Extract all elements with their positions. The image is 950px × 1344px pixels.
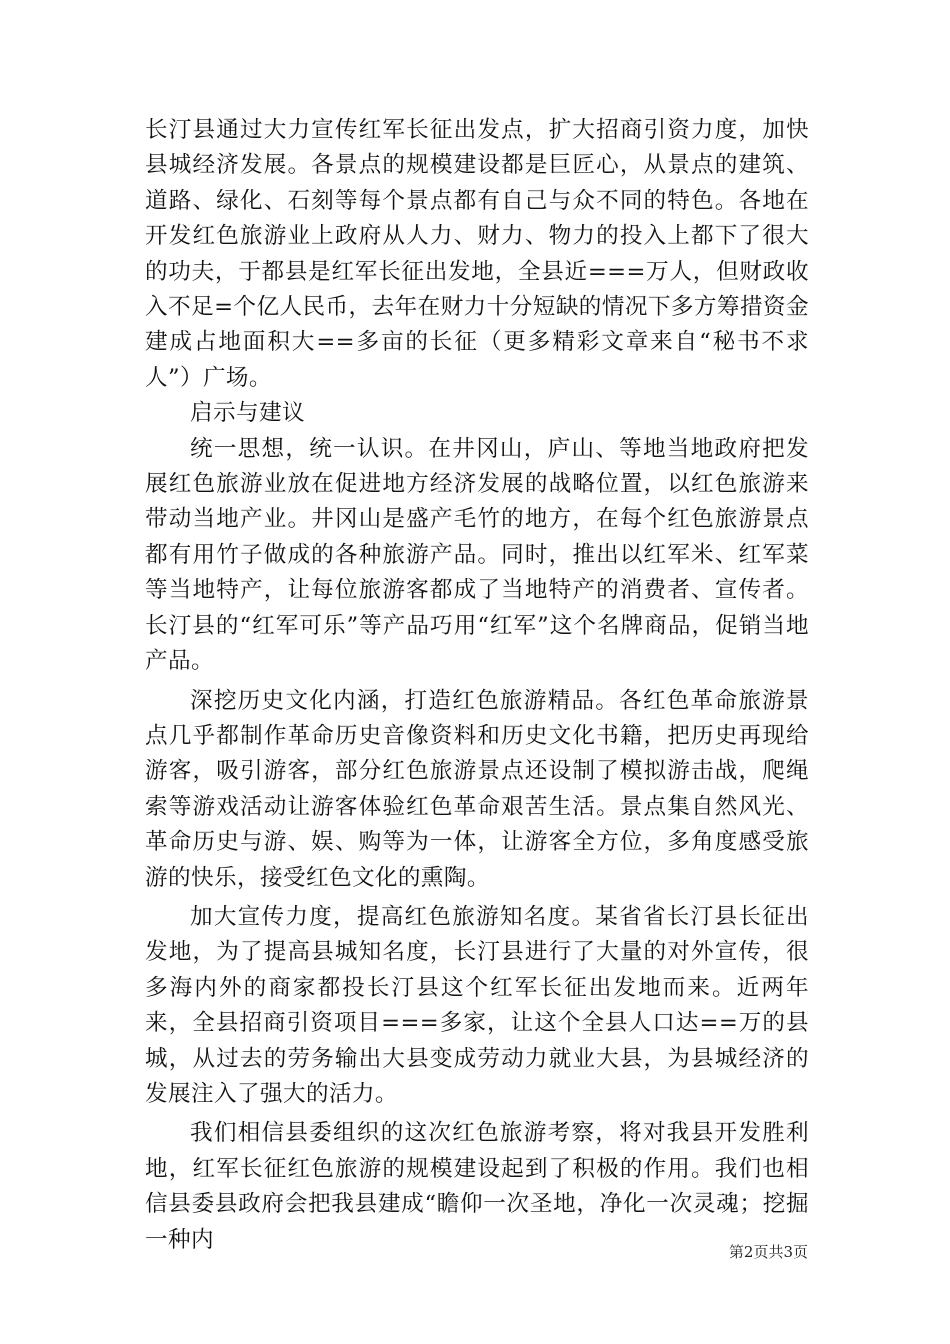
section-heading-insights: 启示与建议 [190, 400, 305, 427]
paragraph-history-culture: 深挖历史文化内涵，打造红色旅游精品。各红色革命旅游景点几乎都制作革命历史音像资料和历史文化书籍，把历史再现给游客，吸引游客，部分红色旅游景点还设制了模拟游击战，爬绳索等游戏活动让游客体验红色革命艰苦生活。景点集自然风光、革命历史与游、娱、购等为一体，让游客全方位，多角度感受旅游的快乐，接受红色文化的熏陶。 [145, 687, 809, 891]
document-body [145, 113, 809, 1258]
paragraph-changting-promotion: 长汀县通过大力宣传红军长征出发点，扩大招商引资力度，加快县城经济发展。各景点的规模建设都是巨匠心，从景点的建筑、道路、绿化、石刻等每个景点都有自己与众不同的特色。各地在开发红色旅游业上政府从人力、财力、物力的投入上都下了很大的功夫，于都县是红军长征出发地，全县近===万人，但财政收入不足=个亿人民币，去年在财力十分短缺的情况下多方筹措资金建成占地面积大==多亩的长征（更多精彩文章来自“秘书不求人”）广场。 [145, 117, 809, 391]
page-number-footer: 第2页共3页 [728, 1243, 808, 1261]
paragraph-publicity: 加大宣传力度，提高红色旅游知名度。某省省长汀县长征出发地，为了提高县城知名度，长汀县进行了大量的对外宣传，很多海内外的商家都投长汀县这个红军长征出发地而来。近两年来，全县招商引资项目===多家，让这个全县人口达==万的县城，从过去的劳务输出大县变成劳动力就业大县，为县城经济的发展注入了强大的活力。 [145, 903, 809, 1107]
paragraph-conclusion: 我们相信县委组织的这次红色旅游考察，将对我县开发胜利地，红军长征红色旅游的规模建设起到了积极的作用。我们也相信县委县政府会把我县建成“瞻仰一次圣地，净化一次灵魂；挖掘一种内 [145, 1120, 809, 1253]
paragraph-unify-thinking: 统一思想，统一认识。在井冈山，庐山、等地当地政府把发展红色旅游业放在促进地方经济发展的战略位置，以红色旅游来带动当地产业。井冈山是盛产毛竹的地方，在每个红色旅游景点都有用竹子做成的各种旅游产品。同时，推出以红军米、红军菜等当地特产，让每位旅游客都成了当地特产的消费者、宣传者。长汀县的“红军可乐”等产品巧用“红军”这个名牌商品，促销当地产品。 [145, 435, 809, 675]
